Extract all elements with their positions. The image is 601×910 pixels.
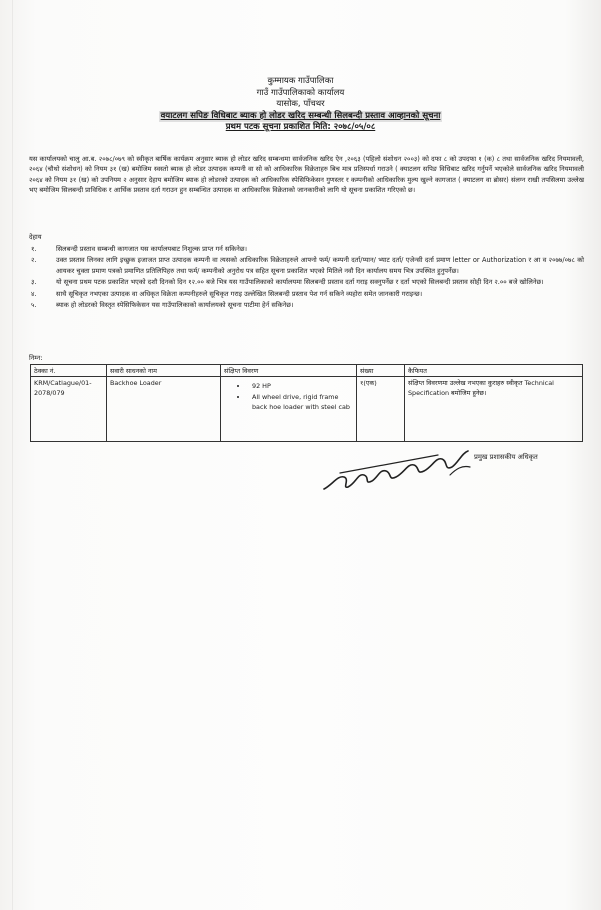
condition-item bbox=[29, 255, 584, 276]
col-contract-no: ठेक्का नं. bbox=[31, 365, 107, 377]
condition-item bbox=[29, 289, 584, 299]
vehicle-name-cell: Backhoe Loader bbox=[107, 377, 221, 442]
condition-text: उक्त प्रस्ताव लिनका लागि इच्छुक इजाजत प्राप्त उत्पादक कम्पनी वा त्यसको आधिकारिक विक्रेताहरुले आफ्नो फर्म/ कम्पनी दर्ता/प्यान/ भ्याट दर्ता/ एजेन्सी दर्ता प्रमाण letter or Authorization र आ व २०७७/०७८ को आयकर चुक्ता प्रमाण पत्रको प्रमाणित प्रतिलिपिहरु तथा फर्म/ कम्पनीको अनुरोध पत्र सहित सूचना प्रकाशित भएको मितिले नवौ दिन कार्यालय समय भित्र उपस्थित हुनुपर्नेछ। bbox=[56, 256, 584, 275]
notice-subject: वयाटलग सपिङ विधिबाट ब्याक हो लोडर खरिद सम्बन्धी सिलबन्दी प्रस्ताव आव्हानको सूचना bbox=[160, 110, 441, 121]
condition-number: १. bbox=[31, 245, 37, 253]
condition-item bbox=[29, 244, 584, 254]
spec-list bbox=[224, 381, 353, 413]
condition-number: २. bbox=[31, 256, 37, 265]
contract-number-cell: KRM/Catlague/01-2078/079 bbox=[31, 377, 107, 442]
conditions-list bbox=[29, 244, 584, 311]
col-vehicle-name: सवारी साधनको नाम bbox=[107, 365, 221, 377]
condition-text: यो सूचना प्रथम पटक प्रकाशित भएको दशौ दिनको दिन १२.०० बजे भित्र यस गाउँपालिकाको कार्यालयमा सिलबन्दी प्रस्ताव दर्ता गराइ सक्नुपर्नेछ र दर्ता भएको सिलबन्दी प्रस्ताव सोही दिन २.०० बजे खोलिनेछ। bbox=[56, 278, 544, 287]
table-header-row bbox=[31, 365, 583, 377]
condition-number: ३. bbox=[31, 278, 37, 287]
spec-item: • 92 HP bbox=[248, 381, 353, 392]
office-name: गाउँ गाउँपालिकाको कार्यालय bbox=[256, 87, 345, 98]
condition-item bbox=[29, 300, 584, 310]
col-brief-description: संक्षिप्त विवरण bbox=[221, 365, 357, 377]
quantity-cell: १(एक) bbox=[357, 377, 405, 442]
condition-text: साथै सूचिकृत नभएका उत्पादक वा अधिकृत विक्रेता कम्पनीहरुले सूचिकृत गराइ उल्लेखित सिलबन्दी प्रस्ताव पेश गर्न सकिने व्यहोरा समेत जानकारी गराइन्छ। bbox=[56, 289, 423, 298]
tender-table bbox=[30, 364, 583, 442]
page-edge-shadow bbox=[12, 0, 13, 910]
condition-item bbox=[29, 277, 584, 287]
condition-number: ४. bbox=[31, 289, 37, 298]
description-cell bbox=[221, 377, 357, 442]
spec-item: • All wheel drive, rigid frame back hoe loader with steel cab bbox=[248, 392, 353, 413]
condition-text: सिलबन्दी प्रस्ताव सम्बन्धी कागजात यस कार्यालयबाट निशुल्क प्राप्त गर्न सकिनेछ। bbox=[56, 245, 247, 253]
intro-paragraph: यस कार्यालयको चालु आ.ब. २०७८/०७९ को स्वीकृत बार्षिक कार्यक्रम अनुसार ब्याक हो लोडर खरिद सम्बन्धमा सार्वजनिक खरिद ऐन ,२०६३ (पहिलो संशोधन २००३) को दफा ८ को उपदफा १ (क) ८ तथा सार्वजनिक खरिद नियमावली, २०६४ (चौथो संशोधन) को नियम ३१ (ख) बमोजिम स्वस्तो ब्याक हो लोडर उत्पादक कम्पनी वा सो को आधिकारिक विक्रेताहरु बिच मात्र प्रतिस्पर्धा गराउने ( क्याटलग सपिङ विधिबाट खरिद गर्नुपर्ने भएकोले सार्वजनिक खरिद नियमावली २०६४ को नियम ३१ (ख) को उपनियम २ अनुसार देहाय बमोजिम ब्याक हो लोडरको उत्पादक को आधिकारिक स्पेसिफिकेसन गुणस्तर र कम्पनीको आधिकारिक मुल्य खुल्ने कागजात ( क्याटलग वा ब्रोसर) संलग्न राखी तपसिलमा उल्लेख भए बमोजिम सिलबन्दी प्राविधिक र आर्थिक प्रस्ताव दर्ता गराउन हुन सम्बन्धित उत्पादक वा आधिकारिक विक्रेताको जानकारीको लागि यो सूचना प्रकाशित गरिएको छ। bbox=[29, 155, 584, 195]
signatory-title: प्रमुख प्रशासकीय अधिकृत bbox=[474, 453, 538, 461]
office-location: यासोक, पाँचथर bbox=[276, 99, 325, 109]
condition-number: ५. bbox=[31, 301, 37, 310]
municipality-name: कुम्मायक गाउँपालिका bbox=[267, 76, 334, 86]
col-remarks: कैफियत bbox=[405, 365, 583, 377]
publication-date: प्रथम पटक सूचना प्रकाशित मिति: २०७८/०५/०८ bbox=[225, 122, 376, 132]
col-quantity: संख्या bbox=[357, 365, 405, 377]
handwritten-signature bbox=[318, 445, 478, 495]
condition-text: ब्याक हो लोडरको विस्तृत स्पेसिफिकेसन यस गाउँपालिकाको कार्यालयको सूचना पाटीमा हेर्न सकिनेछ। bbox=[56, 301, 294, 310]
table-row bbox=[31, 377, 583, 442]
conditions-heading: देहाय bbox=[29, 233, 42, 241]
table-intro: निम्न: bbox=[29, 354, 43, 362]
remarks-cell: संक्षिप्त विवरणमा उल्लेख नभएका कुराहरु स्वीकृत Technical Specification बमोजिम हुनेछ। bbox=[405, 377, 583, 442]
notice-header bbox=[0, 76, 601, 134]
